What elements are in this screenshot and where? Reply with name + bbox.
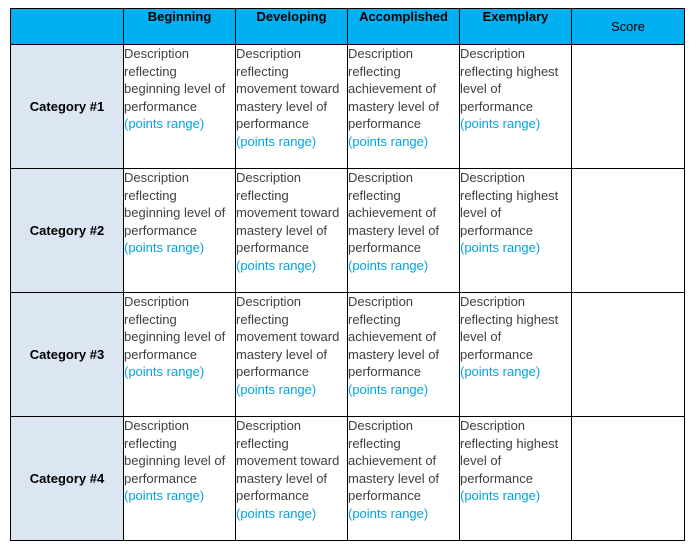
rubric-cell-beginning bbox=[124, 169, 236, 293]
rubric-cell-exemplary bbox=[460, 417, 572, 541]
cell-points-range: (points range) bbox=[124, 364, 205, 379]
header-beginning: Beginning bbox=[124, 9, 236, 45]
cell-description: Description reflecting achievement of mastery level of performance bbox=[348, 418, 440, 503]
rubric-cell-exemplary bbox=[460, 293, 572, 417]
cell-description: Description reflecting beginning level of performance bbox=[124, 294, 226, 362]
cell-description: Description reflecting highest level of performance bbox=[460, 170, 559, 238]
cell-points-range: (points range) bbox=[124, 240, 205, 255]
header-score: Score bbox=[572, 9, 685, 45]
rubric-cell-beginning bbox=[124, 293, 236, 417]
header-developing: Developing bbox=[236, 9, 348, 45]
cell-points-range: (points range) bbox=[236, 257, 317, 273]
cell-description: Description reflecting beginning level of performance bbox=[124, 170, 226, 238]
rubric-cell-developing bbox=[236, 293, 348, 417]
rubric-cell-developing bbox=[236, 169, 348, 293]
category-label: Category #3 bbox=[11, 293, 124, 417]
cell-description: Description reflecting achievement of mastery level of performance bbox=[348, 294, 440, 379]
rubric-cell-accomplished bbox=[348, 293, 460, 417]
score-cell[interactable] bbox=[572, 293, 685, 417]
cell-points-range: (points range) bbox=[236, 505, 317, 521]
cell-description: Description reflecting beginning level of performance bbox=[124, 46, 226, 114]
rubric-cell-developing bbox=[236, 45, 348, 169]
cell-points-range: (points range) bbox=[124, 488, 205, 503]
header-row bbox=[11, 9, 685, 45]
cell-description: Description reflecting movement toward mastery level of performance bbox=[236, 418, 340, 503]
table-row bbox=[11, 293, 685, 417]
cell-description: Description reflecting highest level of performance bbox=[460, 294, 559, 362]
cell-description: Description reflecting movement toward mastery level of performance bbox=[236, 46, 340, 131]
cell-points-range: (points range) bbox=[236, 381, 317, 397]
cell-description: Description reflecting achievement of mastery level of performance bbox=[348, 170, 440, 255]
table-row bbox=[11, 169, 685, 293]
score-cell[interactable] bbox=[572, 417, 685, 541]
rubric-cell-accomplished bbox=[348, 417, 460, 541]
cell-description: Description reflecting achievement of mastery level of performance bbox=[348, 46, 440, 131]
cell-points-range: (points range) bbox=[460, 364, 541, 379]
cell-points-range: (points range) bbox=[460, 240, 541, 255]
cell-points-range: (points range) bbox=[124, 116, 205, 131]
cell-points-range: (points range) bbox=[348, 505, 429, 521]
header-accomplished: Accomplished bbox=[348, 9, 460, 45]
rubric-table bbox=[10, 8, 685, 541]
header-exemplary: Exemplary bbox=[460, 9, 572, 45]
cell-description: Description reflecting highest level of performance bbox=[460, 46, 559, 114]
cell-points-range: (points range) bbox=[348, 381, 429, 397]
category-label: Category #2 bbox=[11, 169, 124, 293]
rubric-cell-exemplary bbox=[460, 45, 572, 169]
category-label: Category #1 bbox=[11, 45, 124, 169]
rubric-cell-exemplary bbox=[460, 169, 572, 293]
rubric-cell-beginning bbox=[124, 45, 236, 169]
cell-points-range: (points range) bbox=[460, 488, 541, 503]
cell-points-range: (points range) bbox=[236, 133, 317, 149]
cell-description: Description reflecting movement toward mastery level of performance bbox=[236, 294, 340, 379]
rubric-cell-developing bbox=[236, 417, 348, 541]
score-cell[interactable] bbox=[572, 169, 685, 293]
table-row bbox=[11, 45, 685, 169]
cell-description: Description reflecting beginning level of performance bbox=[124, 418, 226, 486]
header-blank-cell bbox=[11, 9, 124, 45]
cell-points-range: (points range) bbox=[348, 257, 429, 273]
cell-description: Description reflecting movement toward mastery level of performance bbox=[236, 170, 340, 255]
cell-points-range: (points range) bbox=[460, 116, 541, 131]
cell-description: Description reflecting highest level of performance bbox=[460, 418, 559, 486]
rubric-cell-accomplished bbox=[348, 45, 460, 169]
rubric-cell-beginning bbox=[124, 417, 236, 541]
cell-points-range: (points range) bbox=[348, 133, 429, 149]
rubric-cell-accomplished bbox=[348, 169, 460, 293]
table-row bbox=[11, 417, 685, 541]
category-label: Category #4 bbox=[11, 417, 124, 541]
score-cell[interactable] bbox=[572, 45, 685, 169]
